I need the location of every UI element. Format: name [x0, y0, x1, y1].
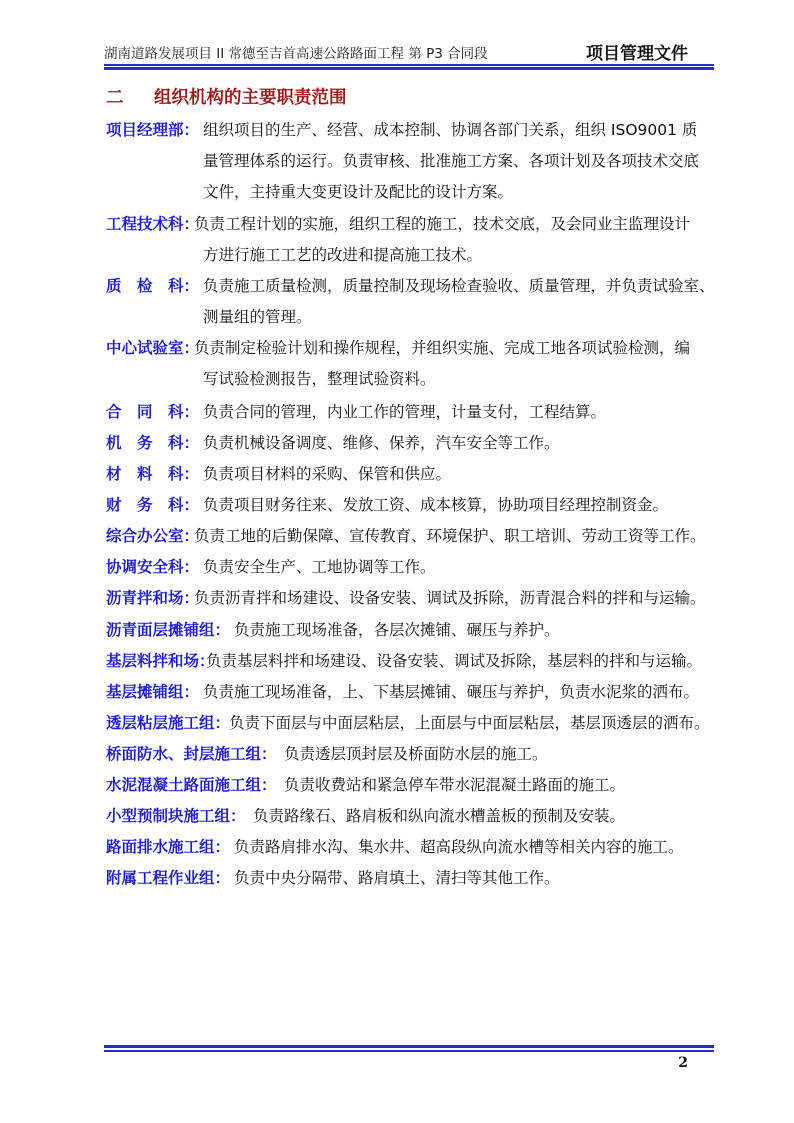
- responsibility-text: 负责路缘石、路肩板和纵向流水槽盖板的预制及安装。: [253, 807, 626, 825]
- responsibility-entry: [106, 742, 726, 773]
- header-rule-thin: [104, 64, 714, 66]
- responsibility-entry: [106, 555, 726, 586]
- department-name: 小型预制块施工组：: [106, 807, 246, 825]
- section-heading: [106, 84, 347, 109]
- header-document-type: 项目管理文件: [586, 44, 688, 64]
- responsibility-entry: [106, 462, 726, 493]
- department-name: 质 检 科：: [106, 277, 200, 295]
- department-name: 附属工程作业组：: [106, 869, 231, 887]
- department-name: 综合办公室：: [106, 527, 200, 545]
- responsibility-text: 负责路肩排水沟、集水井、超高段纵向流水槽等相关内容的施工。: [234, 838, 684, 856]
- department-name: 基层料拌和场：: [106, 652, 215, 670]
- department-name: 沥青拌和场：: [106, 589, 200, 607]
- responsibility-text: 负责基层料拌和场建设、设备安装、调试及拆除，基层料的拌和与运输。: [206, 652, 703, 670]
- department-name: 项目经理部：: [106, 121, 200, 139]
- responsibility-text: 负责工程计划的实施，组织工程的施工，技术交底，及会同业主监理设计: [194, 215, 691, 233]
- responsibility-text: 负责安全生产、工地协调等工作。: [203, 558, 436, 576]
- responsibility-text: 负责工地的后勤保障、宣传教育、环境保护、职工培训、劳动工资等工作。: [194, 527, 706, 545]
- responsibility-text: 负责施工现场准备，上、下基层摊铺、碾压与养护，负责水泥浆的洒布。: [203, 683, 700, 701]
- responsibility-entry: [106, 336, 726, 398]
- department-name: 基层摊铺组：: [106, 683, 200, 701]
- responsibility-entry: [106, 773, 726, 804]
- department-name: 桥面防水、封层施工组：: [106, 745, 277, 763]
- responsibility-text: 负责项目财务往来、发放工资、成本核算，协助项目经理控制资金。: [203, 496, 669, 514]
- responsibility-entry: [106, 212, 726, 274]
- responsibility-entry: [106, 618, 726, 649]
- responsibility-entry: [106, 866, 726, 897]
- responsibility-text: 负责收费站和紧急停车带水泥混凝土路面的施工。: [284, 776, 626, 794]
- department-name: 中心试验室：: [106, 339, 200, 357]
- page-number: 2: [678, 1055, 688, 1071]
- responsibility-text: 负责合同的管理，内业工作的管理，计量支付，工程结算。: [203, 403, 607, 421]
- department-name: 材 料 科：: [106, 465, 200, 483]
- department-name: 工程技术科：: [106, 215, 200, 233]
- responsibility-entry: [106, 118, 726, 211]
- responsibility-entry: [106, 711, 726, 742]
- page-header: [104, 40, 714, 64]
- department-name: 合 同 科：: [106, 403, 200, 421]
- responsibility-entry: [106, 649, 726, 680]
- department-name: 水泥混凝土路面施工组：: [106, 776, 277, 794]
- responsibility-text: 负责中央分隔带、路肩填土、清扫等其他工作。: [234, 869, 560, 887]
- responsibility-text: 负责透层顶封层及桥面防水层的施工。: [284, 745, 548, 763]
- header-rule-thick: [104, 67, 714, 70]
- department-name: 财 务 科：: [106, 496, 200, 514]
- responsibility-entry: [106, 680, 726, 711]
- responsibility-entry: [106, 524, 726, 555]
- responsibility-entry: [106, 493, 726, 524]
- responsibility-text: 写试验检测报告，整理试验资料。: [203, 370, 436, 388]
- department-name: 路面排水施工组：: [106, 838, 231, 856]
- footer-rule-thin: [104, 1050, 714, 1052]
- responsibility-text: 方进行施工工艺的改进和提高施工技术。: [203, 246, 483, 264]
- responsibility-text: 测量组的管理。: [203, 308, 312, 326]
- responsibility-entry: [106, 431, 726, 462]
- responsibility-text: 负责下面层与中面层粘层，上面层与中面层粘层，基层顶透层的洒布。: [229, 714, 710, 732]
- responsibility-text: 负责施工现场准备，各层次摊铺、碾压与养护。: [234, 621, 560, 639]
- responsibility-entry: [106, 586, 726, 617]
- responsibility-entry: [106, 400, 726, 431]
- responsibility-entry: [106, 804, 726, 835]
- department-name: 协调安全科：: [106, 558, 200, 576]
- section-title-text: 组织机构的主要职责范围: [154, 88, 347, 108]
- responsibility-text: 量管理体系的运行。负责审核、批准施工方案、各项计划及各项技术交底: [203, 152, 700, 170]
- responsibility-text: 文件，主持重大变更设计及配比的设计方案。: [203, 183, 514, 201]
- responsibility-entry: [106, 274, 726, 336]
- department-name: 透层粘层施工组：: [106, 714, 231, 732]
- responsibility-text: 负责制定检验计划和操作规程，并组织实施、完成工地各项试验检测，编: [194, 339, 691, 357]
- responsibility-text: 负责施工质量检测，质量控制及现场检查验收、质量管理，并负责试验室、: [203, 277, 715, 295]
- responsibility-entry: [106, 835, 726, 866]
- footer-rule-thick: [104, 1045, 714, 1048]
- responsibility-text: 组织项目的生产、经营、成本控制、协调各部门关系，组织 ISO9001 质: [203, 121, 698, 139]
- header-project-title: 湖南道路发展项目 II 常德至吉首高速公路路面工程 第 P3 合同段: [104, 46, 488, 62]
- responsibility-text: 负责沥青拌和场建设、设备安装、调试及拆除，沥青混合料的拌和与运输。: [194, 589, 706, 607]
- department-name: 沥青面层摊铺组：: [106, 621, 231, 639]
- responsibility-text: 负责机械设备调度、维修、保养，汽车安全等工作。: [203, 434, 560, 452]
- department-name: 机 务 科：: [106, 434, 200, 452]
- section-number: 二: [106, 88, 124, 108]
- responsibility-text: 负责项目材料的采购、保管和供应。: [203, 465, 452, 483]
